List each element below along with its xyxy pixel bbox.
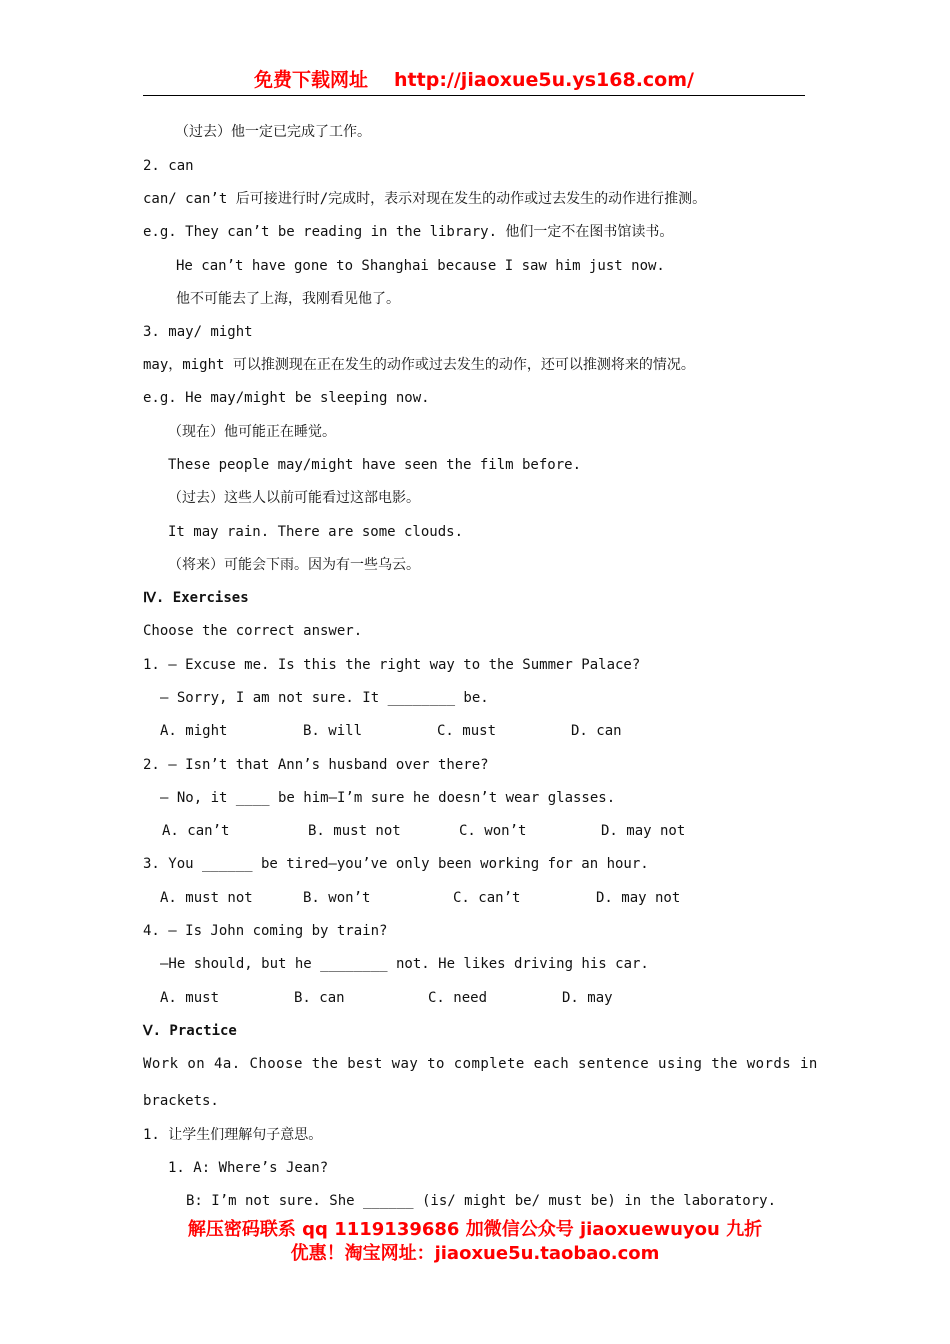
question-1-reply: — Sorry, I am not sure. It ________ be.: [160, 690, 489, 706]
text-line: 2. can: [143, 158, 194, 174]
section-heading: Ⅴ. Practice: [143, 1023, 237, 1039]
option: D. may not: [601, 823, 686, 839]
text-line: （将来）可能会下雨。因为有一些乌云。: [168, 557, 420, 573]
text-line: It may rain. There are some clouds.: [168, 524, 464, 540]
header-label: 免费下载网址: [254, 69, 369, 91]
text-line: （过去）他一定已完成了工作。: [175, 124, 371, 140]
question-3: 3. You ______ be tired—you’ve only been working for an hour.: [143, 856, 649, 872]
option: C. can’t: [453, 890, 521, 906]
question-1-options: [160, 721, 622, 741]
text-line: 他不可能去了上海，我刚看见他了。: [176, 291, 400, 307]
text-line: 1. A: Where’s Jean?: [168, 1160, 329, 1176]
text-line: He can’t have gone to Shanghai because I saw him just now.: [176, 258, 665, 274]
text-line: 1. 让学生们理解句子意思。: [143, 1127, 323, 1143]
page-header: [143, 67, 805, 96]
text-line: brackets.: [143, 1093, 219, 1109]
option: C. must: [437, 723, 497, 739]
option: A. must: [160, 990, 220, 1006]
text-line: B: I’m not sure. She ______ (is/ might be/ must be) in the laboratory.: [186, 1193, 777, 1209]
question-4-reply: —He should, but he ________ not. He likes driving his car.: [160, 956, 649, 972]
text-line: （现在）他可能正在睡觉。: [168, 424, 336, 440]
option: C. won’t: [459, 823, 527, 839]
question-4-options: [160, 988, 613, 1008]
option: B. will: [303, 723, 363, 739]
option: B. won’t: [303, 890, 371, 906]
question-2-reply: — No, it ____ be him—I’m sure he doesn’t wear glasses.: [160, 790, 616, 806]
option: A. must not: [160, 890, 253, 906]
option: B. can: [294, 990, 345, 1006]
option: D. may: [562, 990, 613, 1006]
text-line: These people may/might have seen the film before.: [168, 457, 582, 473]
option: A. might: [160, 723, 228, 739]
option: D. may not: [596, 890, 681, 906]
option: C. need: [428, 990, 488, 1006]
footer-line-2: 优惠！淘宝网址：jiaoxue5u.taobao.com: [290, 1243, 660, 1264]
option: D. can: [571, 723, 622, 739]
section-heading: Ⅳ. Exercises: [143, 590, 249, 606]
footer-line-1: 解压密码联系 qq 1119139686 加微信公众号 jiaoxuewuyou 九折: [187, 1219, 763, 1240]
header-url[interactable]: http://jiaoxue5u.ys168.com/: [394, 69, 694, 91]
text-line: Choose the correct answer.: [143, 623, 363, 639]
question-4: 4. — Is John coming by train?: [143, 923, 388, 939]
text-line: e.g. They can’t be reading in the library. 他们一定不在图书馆读书。: [143, 224, 674, 240]
text-line: can/ can’t 后可接进行时/完成时，表示对现在发生的动作或过去发生的动作进行推测。: [143, 191, 707, 207]
question-3-options: [160, 888, 680, 908]
text-line: （过去）这些人以前可能看过这部电影。: [168, 490, 420, 506]
question-1: 1. — Excuse me. Is this the right way to the Summer Palace?: [143, 657, 641, 673]
option: A. can’t: [162, 823, 230, 839]
text-line: e.g. He may/might be sleeping now.: [143, 390, 430, 406]
question-2: 2. — Isn’t that Ann’s husband over there?: [143, 757, 489, 773]
text-line: may，might 可以推测现在正在发生的动作或过去发生的动作，还可以推测将来的情况。: [143, 357, 695, 373]
question-2-options: [162, 821, 685, 841]
text-line: 3. may/ might: [143, 324, 253, 340]
text-line: Work on 4a. Choose the best way to complete each sentence using the words in: [143, 1056, 818, 1072]
option: B. must not: [308, 823, 401, 839]
